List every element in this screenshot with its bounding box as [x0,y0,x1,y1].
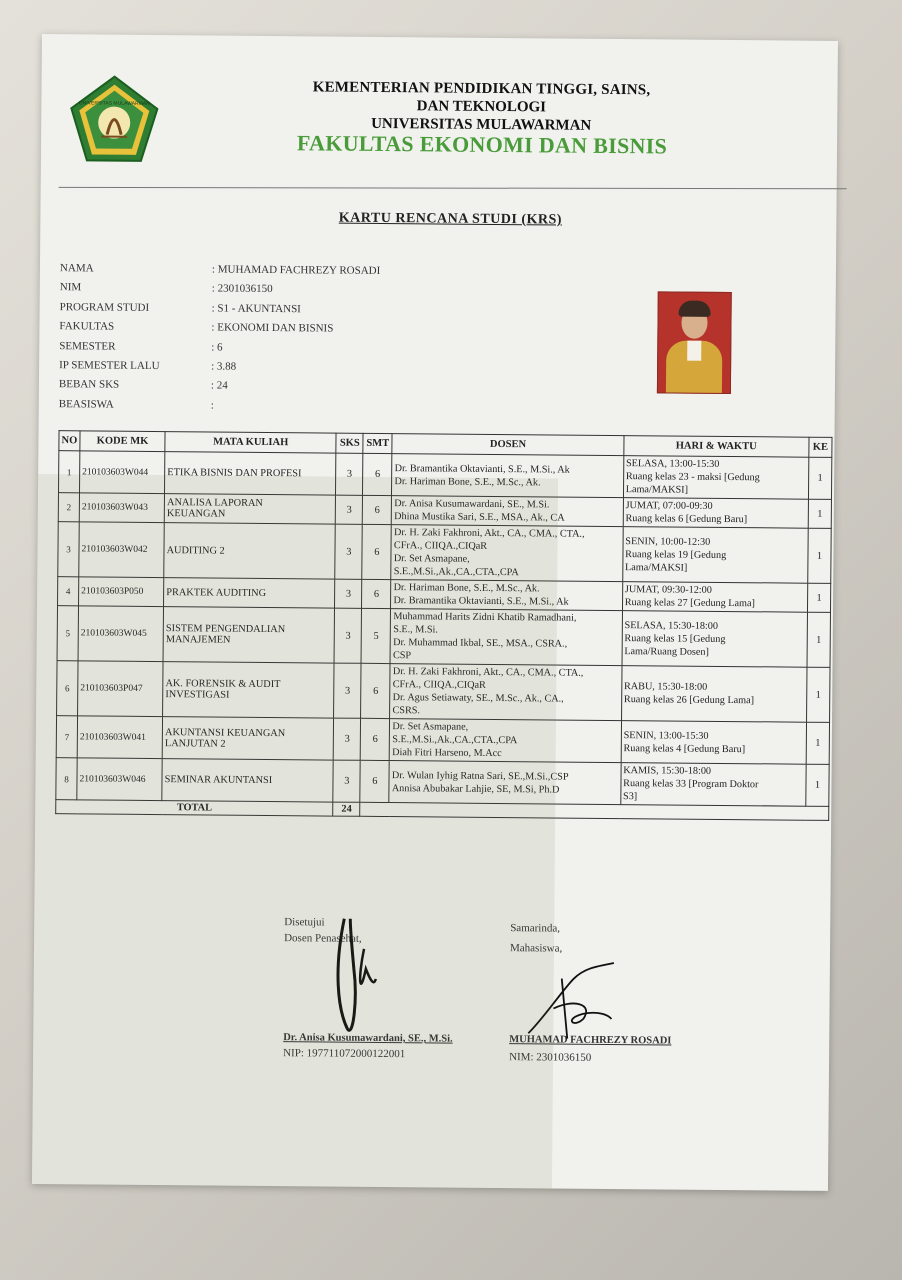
lecturers [391,525,623,582]
cell-line: Dhina Mustika Sari, S.E., MSA., Ak., CA [394,511,565,524]
cell-line: Dr. Muhammad Ikbal, SE., MSA., CSRA., [393,637,568,650]
cell-line: S.E., M.Si. [393,624,439,636]
course-name [165,452,337,495]
cell-line: SEMINAR AKUNTANSI [164,774,273,787]
cell-line: JUMAT, 09:30-12:00 [624,584,712,596]
cell-line: Dr. Hariman Bone, S.E., M.Sc., Ak. [393,582,540,595]
document-title: KARTU RENCANA STUDI (KRS) [338,210,563,228]
info-label: PROGRAM STUDI [59,300,150,314]
course-code: 210103603W043 [79,493,164,523]
cell-line: Ruang kelas 26 [Gedung Lama] [623,694,755,707]
cell-line: Muhammad Harits Zidni Khatib Ramadhani, [393,611,577,624]
meeting-number: 1 [807,583,830,612]
course-sks: 3 [334,608,362,663]
meeting-number: 1 [808,457,831,499]
course-sks: 3 [335,524,363,579]
total-sks: 24 [333,802,360,816]
schedule [621,721,807,765]
schedule [623,498,808,529]
advisor-label: Dosen Penasehat, [284,932,362,945]
cell-line: Annisa Abubakar Lahjie, SE, M.Si, Ph.D [391,782,560,796]
krs-table [55,430,832,821]
cell-line: Ruang kelas 19 [Gedung [625,548,727,561]
institution-header [291,78,671,135]
faculty-name: FAKULTAS EKONOMI DAN BISNIS [296,130,668,159]
schedule [621,666,807,723]
cell-line: Lama/Ruang Dosen] [624,645,709,658]
cell-line: S3] [623,791,638,803]
schedule [622,527,808,584]
course-name [163,662,335,718]
schedule [623,456,809,500]
total-empty [360,802,829,820]
table-row [58,522,831,584]
info-value: : 24 [210,379,228,392]
meeting-number: 1 [807,612,831,667]
ministry-line1: KEMENTERIAN PENDIDIKAN TINGGI, SAINS, [312,79,651,99]
row-number: 4 [58,577,79,606]
info-label: SEMESTER [59,339,116,353]
cell-line: SENIN, 10:00-12:30 [625,535,711,548]
course-semester: 6 [362,524,392,579]
course-sks: 3 [334,663,362,718]
cell-line: Dr. Bramantika Oktavianti, S.E., M.Si., Ak [393,595,569,608]
info-value: : 3.88 [211,360,237,373]
cell-line: Lama/MAKSI] [625,484,689,496]
cell-line: SISTEM PENGENDALIAN [165,623,286,636]
course-sks: 3 [335,579,362,608]
advisor-nip: NIP: 197711072000122001 [283,1047,406,1061]
course-semester: 6 [363,495,392,524]
meeting-number: 1 [806,764,829,806]
row-number: 6 [57,661,78,716]
cell-line: SELASA, 15:30-18:00 [624,619,719,632]
cell-line: CSP [392,650,412,662]
table-row [58,451,831,500]
row-number: 3 [58,522,79,577]
course-semester: 6 [361,663,391,718]
course-code: 210103603W045 [78,606,164,662]
cell-line: CFrA., CIIQA.,CIQaR [393,540,488,552]
cell-line: SELASA, 13:00-15:30 [625,458,720,470]
meeting-number: 1 [806,722,829,764]
course-semester: 5 [361,608,391,663]
advisor-name: Dr. Anisa Kusumawardani, SE., M.Si. [283,1032,453,1045]
column-header: MATA KULIAH [165,432,336,453]
table-row [56,716,829,765]
lecturers [390,719,622,763]
row-number: 7 [56,716,77,758]
advisor-signature-icon [313,908,394,1049]
course-sks: 3 [336,495,363,524]
ministry-line2: DAN TEKNOLOGI [416,98,547,116]
cell-line: Dr. H. Zaki Fakhroni, Akt., CA., CMA., CTA., [392,666,584,679]
info-value: : 2301036150 [211,282,273,296]
cell-line: Lama/MAKSI] [625,561,688,574]
course-name [162,759,334,802]
lecturers [390,664,622,721]
column-header: NO [59,431,80,451]
course-sks: 3 [336,453,363,495]
cell-line: Ruang kelas 27 [Gedung Lama] [624,597,755,610]
column-header: KE [809,437,832,457]
logo-text: UNIVERSITAS MULAWARMAN [79,100,150,107]
schedule [622,611,808,668]
header-divider [59,187,847,189]
cell-line: Dr. Hariman Bone, S.E., M.Sc., Ak. [394,475,541,488]
cell-line: Dr. Set Asmapane, [392,721,469,733]
cell-line: CFrA., CIIQA.,CIQaR [392,679,486,691]
cell-line: Diah Fitri Harseno, M.Acc [392,747,502,760]
info-label: BEASISWA [58,397,114,411]
course-semester: 6 [361,718,390,760]
cell-line: Dr. Agus Setiawaty, SE., M.Sc., Ak., CA., [392,692,564,705]
info-value: : [210,399,214,412]
lecturers [389,761,621,805]
course-code: 210103603W046 [77,758,162,801]
course-name [164,578,335,608]
info-label: NIM [59,281,82,294]
course-name [163,607,335,663]
student-nim: NIM: 2301036150 [509,1051,592,1064]
cell-line: LANJUTAN 2 [164,737,226,750]
course-semester: 6 [362,579,391,608]
cell-line: JUMAT, 07:00-09:30 [625,500,713,512]
student-info [59,262,512,421]
cell-line: AK. FORENSIK & AUDIT [165,678,281,691]
cell-line: MANAJEMEN [165,634,231,646]
cell-line: SENIN, 13:00-15:30 [623,729,709,742]
info-value: : S1 - AKUNTANSI [211,302,301,316]
cell-line: Dr. Wulan Iyhig Ratna Sari, SE.,M.Si.,CSP [391,769,569,783]
university-name: UNIVERSITAS MULAWARMAN [371,115,592,134]
krs-document [32,34,838,1191]
schedule [621,763,807,807]
cell-line: Ruang kelas 6 [Gedung Baru] [625,513,748,526]
cell-line: S.E.,M.Si.,Ak.,CA.,CTA.,CPA [392,734,518,747]
course-sks: 3 [334,718,361,760]
cell-line: S.E.,M.Si.,Ak.,CA.,CTA.,CPA [393,566,519,579]
course-semester: 6 [363,453,392,495]
info-value: : 6 [211,341,223,354]
cell-line: Dr. Set Asmapane, [393,553,470,565]
table-row [57,606,830,668]
table-row [57,661,830,723]
info-label: IP SEMESTER LALU [59,359,160,372]
column-header: SMT [363,433,392,453]
student-signature-icon [523,958,624,1049]
course-sks: 3 [333,760,360,802]
course-code: 210103603P047 [78,661,164,717]
student-name: MUHAMAD FACHREZY ROSADI [509,1034,672,1047]
cell-line: ANALISA LAPORAN [166,497,263,509]
lecturers [390,609,622,666]
university-seal-icon [67,74,162,169]
meeting-number: 1 [808,528,832,583]
column-header: SKS [336,433,363,453]
cell-line: KAMIS, 15:30-18:00 [623,765,712,777]
course-code: 210103603P050 [79,577,164,607]
row-number: 8 [56,758,77,800]
course-code: 210103603W042 [79,522,165,578]
course-name [164,523,336,579]
cell-line: ETIKA BISNIS DAN PROFESI [167,467,302,480]
student-label: Mahasiswa, [509,942,563,955]
info-value: : MUHAMAD FACHREZY ROSADI [211,263,381,277]
cell-line: Ruang kelas 15 [Gedung [624,632,726,645]
info-value: : EKONOMI DAN BISNIS [211,321,334,335]
row-number: 5 [57,606,78,661]
info-label: FAKULTAS [59,320,115,333]
approved-label: Disetujui [284,916,325,929]
student-photo [657,291,732,394]
info-row [59,398,511,421]
cell-line: RABU, 15:30-18:00 [623,681,708,693]
course-semester: 6 [360,760,389,802]
cell-line: Dr. H. Zaki Fakhroni, Akt., CA., CMA., CTA., [394,527,585,540]
cell-line: Dr. Bramantika Oktavianti, S.E., M.Si., Ak [394,462,570,476]
column-header: HARI & WAKTU [624,436,809,458]
meeting-number: 1 [806,667,830,722]
cell-line: Dr. Anisa Kusumawardani, SE., M.Si. [394,498,550,511]
lecturers [392,496,624,527]
cell-line: AUDITING 2 [166,544,225,557]
course-name [162,717,334,760]
lecturers [391,580,623,611]
city-label: Samarinda, [510,922,561,935]
total-label: TOTAL [56,800,333,816]
table-row [56,758,829,807]
schedule [622,582,807,613]
column-header: DOSEN [392,434,623,456]
course-code: 210103603W041 [77,716,162,759]
cell-line: CSRS. [392,705,421,717]
cell-line: Ruang kelas 33 [Program Doktor [623,778,759,791]
cell-line: KEUANGAN [166,508,226,520]
lecturers [392,454,624,498]
column-header: KODE MK [80,431,165,452]
cell-line: AKUNTANSI KEUANGAN [164,726,286,739]
meeting-number: 1 [808,499,831,528]
cell-line: INVESTIGASI [165,689,230,701]
course-name [164,494,335,524]
cell-line: Ruang kelas 4 [Gedung Baru] [623,742,746,755]
row-number: 1 [58,451,79,493]
cell-line: Ruang kelas 23 - maksi [Gedung [625,471,760,484]
row-number: 2 [58,493,79,522]
course-code: 210103603W044 [80,451,165,494]
cell-line: PRAKTEK AUDITING [166,586,267,599]
info-label: BEBAN SKS [58,378,120,392]
info-label: NAMA [59,262,94,275]
